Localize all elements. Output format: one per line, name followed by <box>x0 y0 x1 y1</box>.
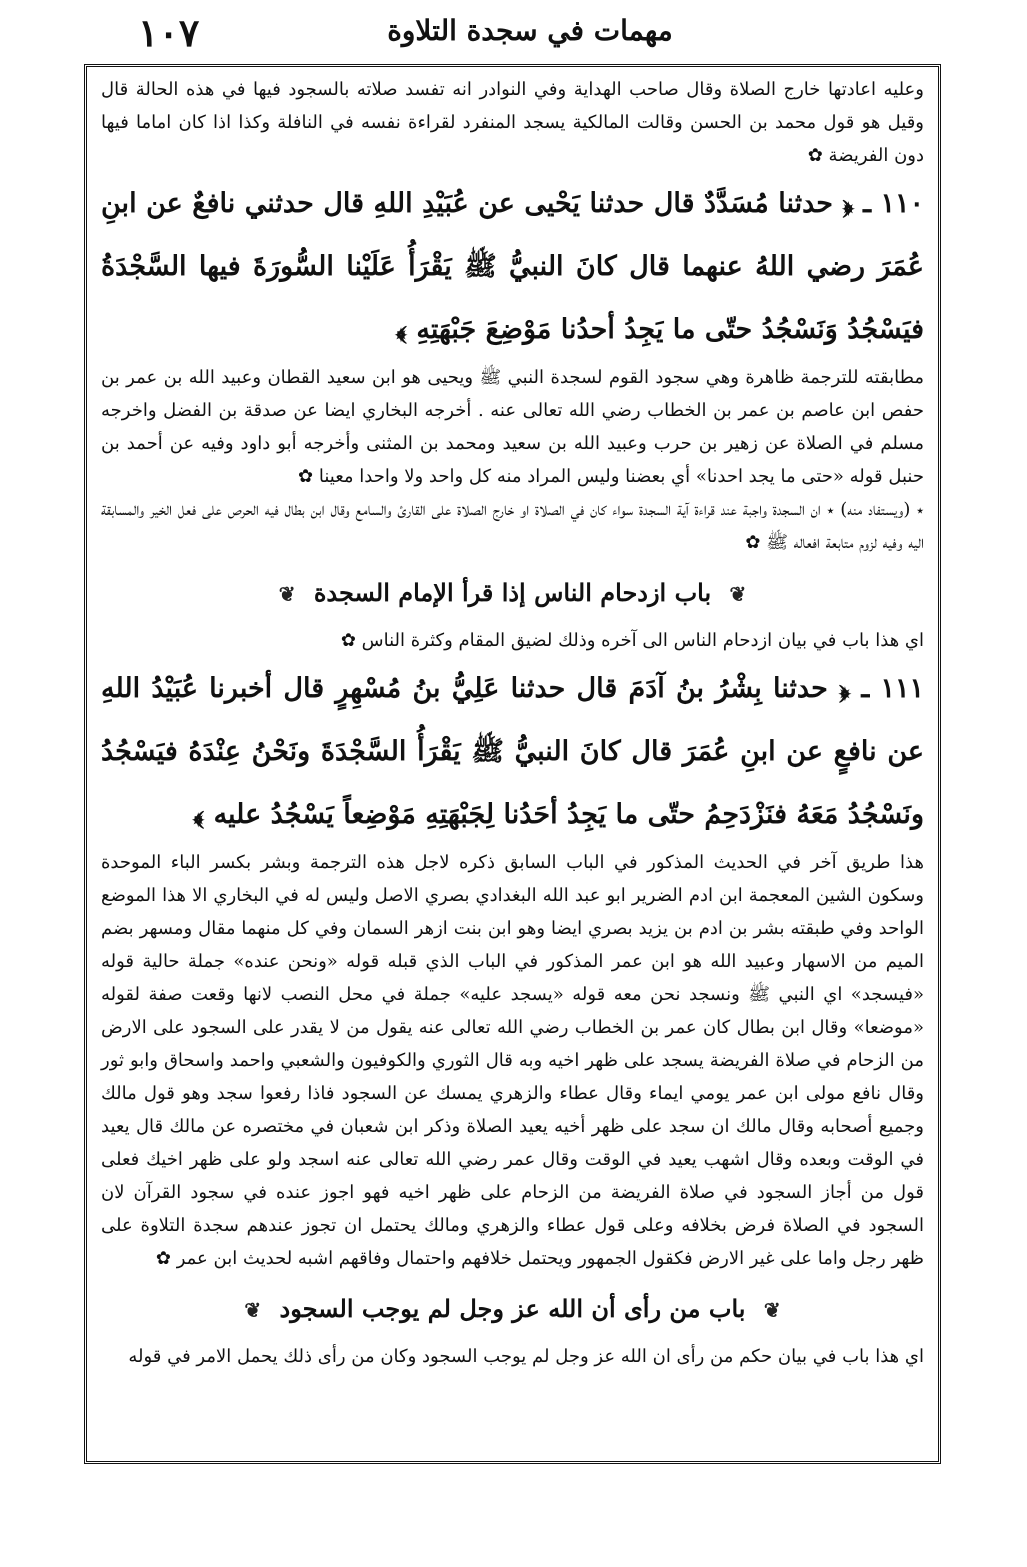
chapter-heading <box>101 1287 924 1332</box>
hadith-110: ١١٠ ـ ﴿ حدثنا مُسَدَّدٌ قال حدثنا يَحْيى عن عُبَيْدِ اللهِ قال حدثني نافعٌ عن ابنِ عُمَرَ رضي اللهُ عنهما قال كانَ النبيُّ ﷺ يَقْرَأُ عَلَيْنا السُّورَةَ فيها السَّجْدَةُ فيَسْجُدُ وَنَسْجُدُ حتّى ما يَجِدُ أحدُنا مَوْضِعَ جَبْهَتِهِ ﴾ <box>101 188 924 345</box>
ornament-icon: ❦ <box>244 1298 262 1322</box>
chapter-heading-text: باب ازدحام الناس إذا قرأ الإمام السجدة <box>313 578 712 607</box>
ornament-icon: ❦ <box>729 582 747 606</box>
commentary-paragraph: ٭ (ويستفاد منه) ٭ ان السجدة واجبة عند قراءة آية السجدة سواء كان في الصلاة او خارج الصلاة على القارئ والسامع وقال ابن بطال فيه الحرص على فعل الخير والمسابقة اليه وفيه لزوم متابعة افعاله ﷺ ✿ <box>101 499 924 553</box>
running-title: مهمات في سجدة التلاوة <box>387 14 673 47</box>
commentary-paragraph: هذا طريق آخر في الحديث المذكور في الباب السابق ذكره لاجل هذه الترجمة وبشر بكسر الباء الموحدة وسكون الشين المعجمة ابن ادم الضرير ابو عبد الله البغدادي بصري الاصل وليس له في البخاري الا هذا الموضع الواحد وفي طبقته بشر بن ادم بن يزيد بصري ايضا وهو ابن بنت ازهر السمان وفي كل منهما مقال ومسهر بضم الميم من الاسهار وعبيد الله هو ابن عمر المذكور في الباب الذي قبله قوله «ونحن عنده» جملة حالية قوله «فيسجد» اي النبي ﷺ ونسجد نحن معه قوله «يسجد عليه» جملة في محل النصب لانها وقعت صفة لقوله «موضعا» وقال ابن بطال كان عمر بن الخطاب رضي الله تعالى عنه يقول من لا يقدر على السجود على الارض من الزحام في صلاة الفريضة يسجد على ظهر اخيه وبه قال الثوري والكوفيون والشعبي واحمد واسحاق وابو ثور وقال نافع مولى ابن عمر يومي ايماء وقال عطاء والزهري يمسك عن السجود فاذا رفعوا سجد وهو قول مالك وجميع أصحابه وقال مالك ان سجد على ظهر أخيه يعيد الصلاة وذكر ابن شعبان في مختصره عن مالك قال يعيد في الوقت وبعده وقال اشهب يعيد في الوقت وقال عمر رضي الله تعالى عنه اسجد ولو على ظهر اخيك فعلى قول من أجاز السجود في صلاة الفريضة من الزحام على ظهر اخيه فهو اجوز عنده في سجود القرآن لان السجود في الصلاة فرض بخلافه وعلى قول عطاء والزهري ومالك يحتمل ان تجوز عندهم سجدة التلاوة على ظهر رجل واما على غير الارض فكقول الجمهور ويحتمل خلافهم واحتمال وفاقهم اشبه لحديث ابن عمر ✿ <box>101 852 925 1269</box>
commentary-paragraph: اي هذا باب في بيان ازدحام الناس الى آخره وذلك لضيق المقام وكثرة الناس ✿ <box>340 630 924 651</box>
ornament-icon: ❦ <box>278 582 296 606</box>
text-frame <box>84 64 941 1464</box>
chapter-heading <box>101 571 924 616</box>
page-number: ١٠٧ <box>138 10 200 55</box>
commentary-paragraph: وعليه اعادتها خارج الصلاة وقال صاحب الهداية وفي النوادر انه تفسد صلاته بالسجود فيها في هذه الحالة قال وقيل هو قول محمد بن الحسن وقالت المالكية يسجد المنفرد لقراءة نفسه في النافلة وكذا اذا كان اماما فيها دون الفريضة ✿ <box>101 79 924 166</box>
ornament-icon: ❦ <box>763 1298 781 1322</box>
chapter-heading-text: باب من رأى أن الله عز وجل لم يوجب السجود <box>279 1294 746 1323</box>
commentary-paragraph: مطابقته للترجمة ظاهرة وهي سجود القوم لسجدة النبي ﷺ ويحيى هو ابن سعيد القطان وعبيد الله بن عمر بن حفص ابن عاصم بن عمر بن الخطاب رضي الله تعالى عنه . أخرجه البخاري ايضا عن صدقة بن الفضل واخرجه مسلم في الصلاة عن زهير بن حرب وعبيد الله بن سعيد ومحمد بن المثنى وأخرجه أبو داود وفيه عن أحمد بن حنبل قوله «حتى ما يجد احدنا» أي بعضنا وليس المراد منه كل واحد ولا واحدا معينا ✿ <box>101 367 925 487</box>
hadith-111: ١١١ ـ ﴿ حدثنا بِشْرُ بنُ آدَمَ قال حدثنا عَلِيُّ بنُ مُسْهِرٍ قال أخبرنا عُبَيْدُ اللهِ عن نافعٍ عن ابنِ عُمَرَ قال كانَ النبيُّ ﷺ يَقْرَأُ السَّجْدَةَ ونَحْنُ عِنْدَهُ فيَسْجُدُ ونَسْجُدُ مَعَهُ فنَزْدَحِمُ حتّى ما يَجِدُ أحَدُنا لِجَبْهَتِهِ مَوْضِعاً يَسْجُدُ عليه ﴾ <box>101 673 924 830</box>
commentary-paragraph: اي هذا باب في بيان حكم من رأى ان الله عز وجل لم يوجب السجود وكان من رأى ذلك يحمل الامر في قوله <box>128 1346 924 1367</box>
